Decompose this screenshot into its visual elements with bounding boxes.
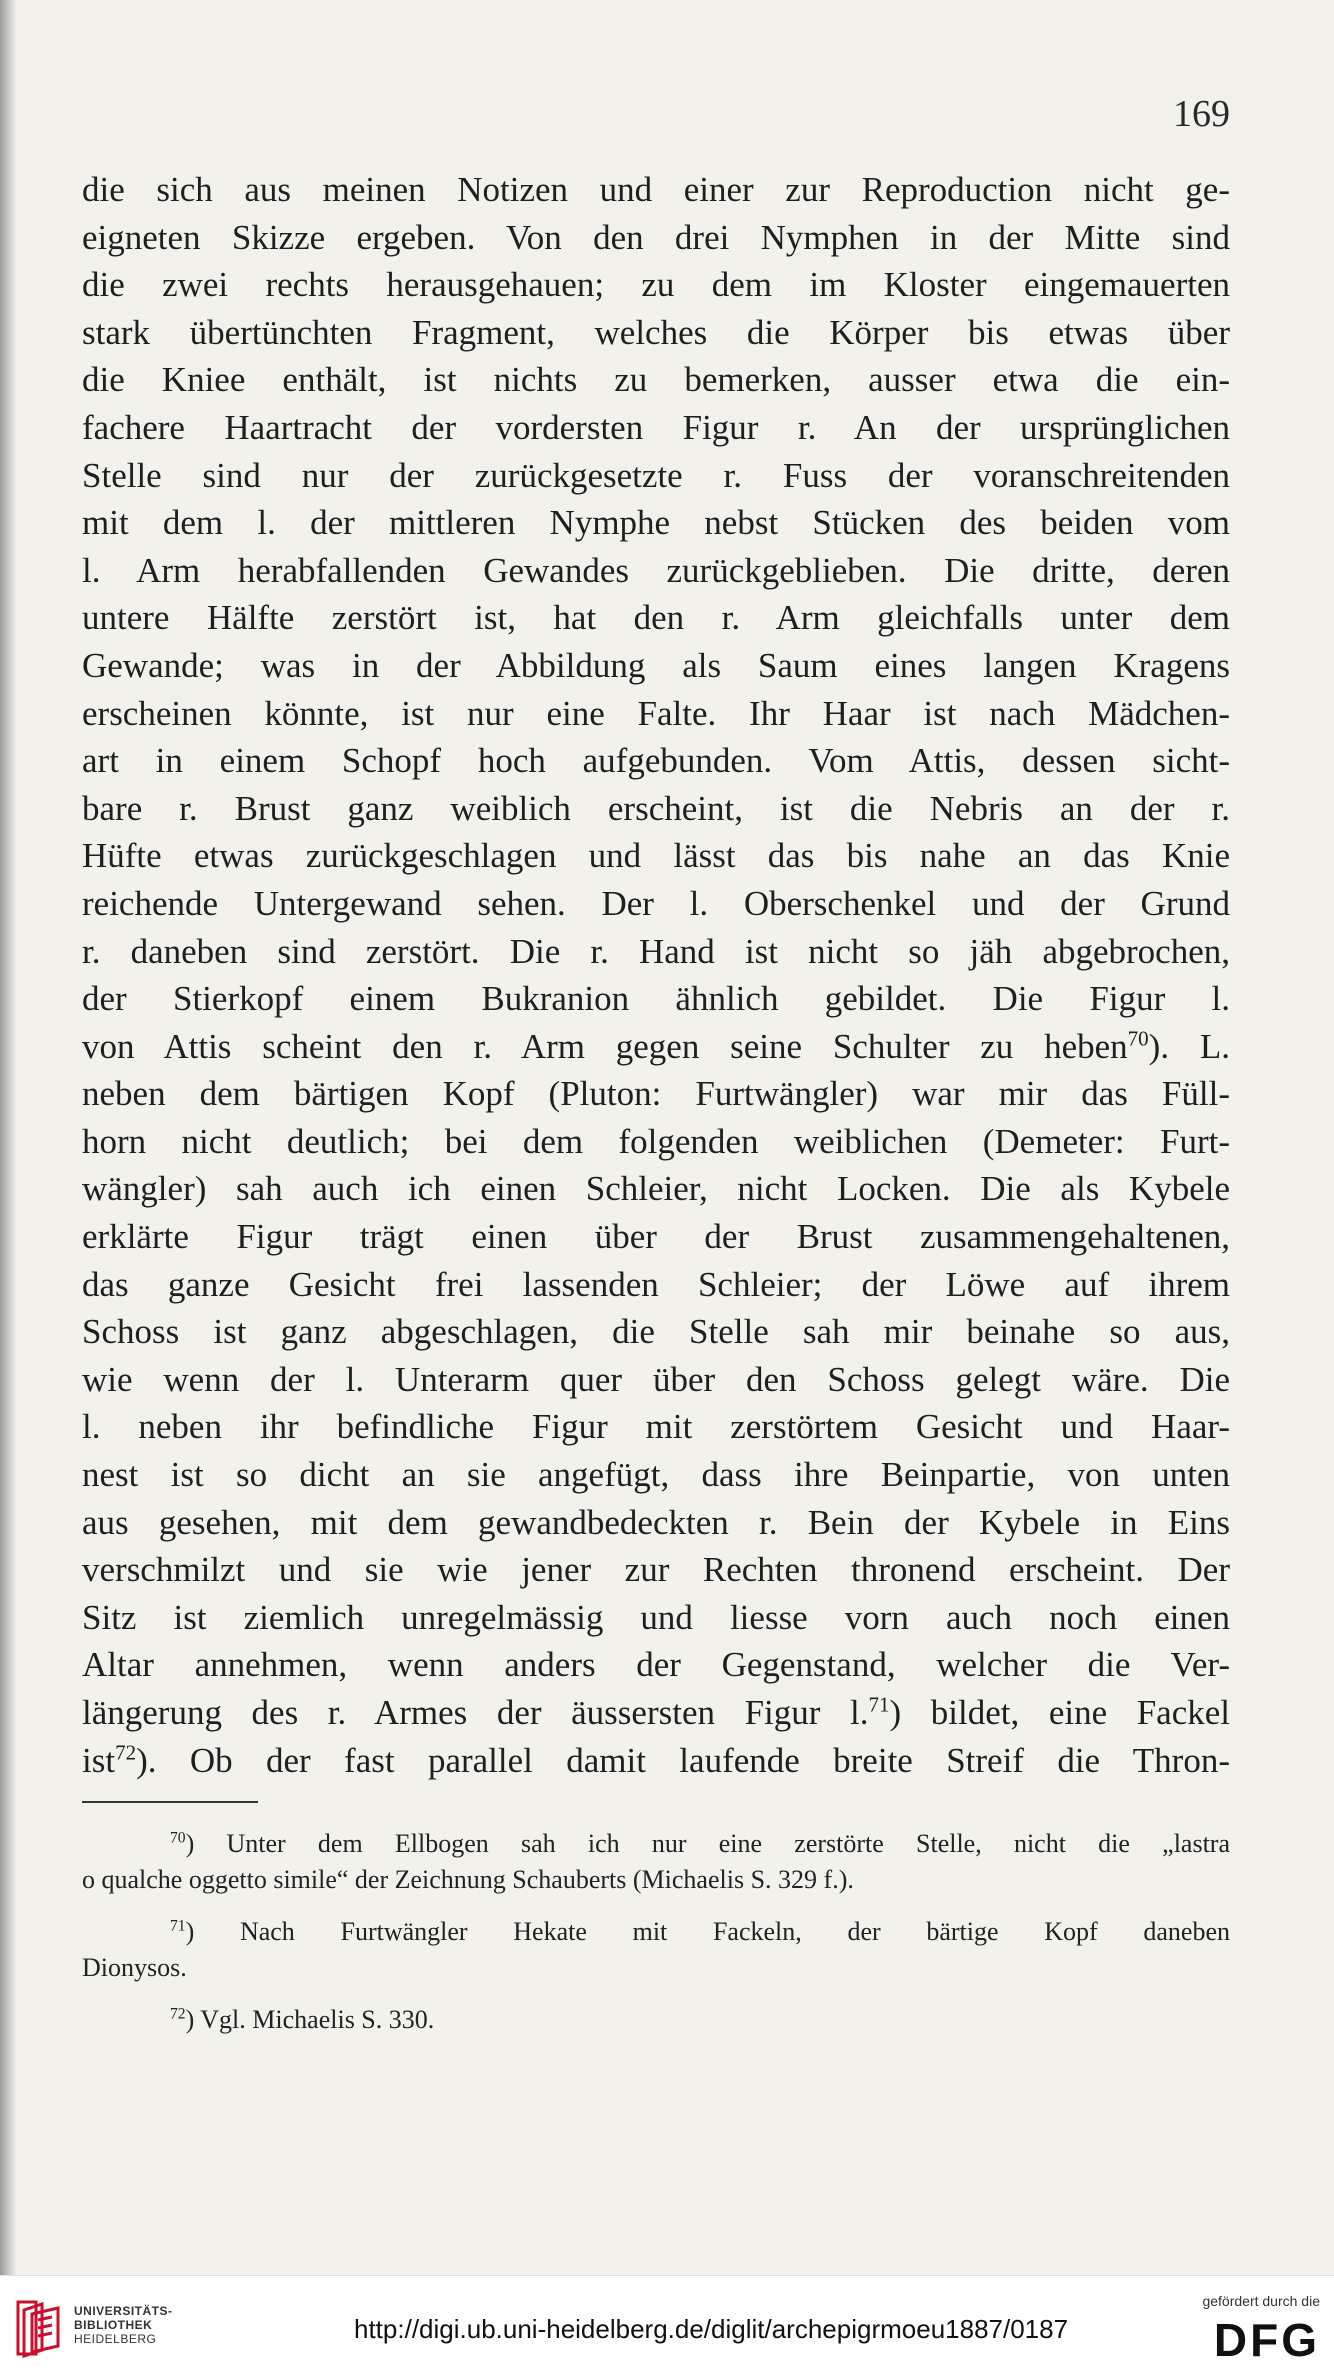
body-line: die Kniee enthält, ist nichts zu bemerken, ausser etwa die ein- — [82, 360, 1230, 400]
body-line: Gewande; was in der Abbildung als Saum eines langen Kragens — [82, 645, 1230, 685]
footnote-72 — [82, 2002, 1230, 2038]
body-line: Stelle sind nur der zurückgesetzte r. Fuss der voranschreitenden — [82, 455, 1230, 495]
university-library-name-line-3: HEIDELBERG — [74, 2332, 157, 2346]
body-line: der Stierkopf einem Bukranion ähnlich gebildet. Die Figur l. — [82, 979, 1230, 1019]
body-line: untere Hälfte zerstört ist, hat den r. Arm gleichfalls unter dem — [82, 598, 1230, 638]
body-line: wängler) sah auch ich einen Schleier, nicht Locken. Die als Kybele — [82, 1169, 1230, 1209]
footnote-reference: 71 — [868, 1692, 890, 1717]
body-line: stark übertünchten Fragment, welches die Körper bis etwas über — [82, 312, 1230, 352]
body-line: längerung des r. Armes der äussersten Figur l.$^{71}$) bildet, eine Fackel — [82, 1692, 1231, 1732]
body-line: neben dem bärtigen Kopf (Pluton: Furtwängler) war mir das Füll- — [82, 1074, 1230, 1114]
body-line: mit dem l. der mittleren Nymphe nebst Stücken des beiden vom — [82, 503, 1230, 543]
footnote-70-line-1: $^{70}$) Unter dem Ellbogen sah ich nur eine zerstörte Stelle, nicht die „lastra — [170, 1829, 1230, 1858]
body-line: fachere Haartracht der vordersten Figur r. An der ursprünglichen — [82, 407, 1230, 447]
funded-by-label: gefördert durch die — [1202, 2293, 1320, 2309]
body-line: verschmilzt und sie wie jener zur Rechten thronend erscheint. Der — [82, 1550, 1230, 1590]
footnote-70-line-2: o qualche oggetto simile“ der Zeichnung Schauberts (Michaelis S. 329 f.). — [82, 1865, 854, 1894]
footnote-separator-rule — [82, 1801, 258, 1803]
footnote-71-line-2: Dionysos. — [82, 1953, 187, 1982]
body-line: nest ist so dicht an sie angefügt, dass ihre Beinpartie, von unten — [82, 1455, 1230, 1495]
body-line: erklärte Figur trägt einen über der Brust zusammengehaltenen, — [82, 1217, 1230, 1257]
footnote-72-marker: 72 — [170, 2005, 186, 2023]
footnote-70-marker: 70 — [170, 1829, 186, 1847]
body-line: aus gesehen, mit dem gewandbedeckten r. Bein der Kybele in Eins — [82, 1502, 1230, 1542]
body-line: Schoss ist ganz abgeschlagen, die Stelle sah mir beinahe so aus, — [82, 1312, 1230, 1352]
footnote-71-marker: 71 — [170, 1917, 186, 1935]
footnote-71 — [82, 1914, 1230, 1986]
footnotes — [82, 1826, 1230, 2054]
body-line: ist$^{72}$). Ob der fast parallel damit laufende breite Streif die Thron- — [82, 1739, 1230, 1780]
body-line: horn nicht deutlich; bei dem folgenden weiblichen (Demeter: Furt- — [82, 1121, 1230, 1161]
body-line: eigneten Skizze ergeben. Von den drei Nymphen in der Mitte sind — [82, 217, 1230, 257]
dfg-logo: DFG — [1213, 2314, 1320, 2366]
body-line: bare r. Brust ganz weiblich erscheint, ist die Nebris an der r. — [82, 788, 1230, 828]
permalink-url[interactable]: http://digi.ub.uni-heidelberg.de/diglit/archepigrmoeu1887/0187 — [354, 2314, 1069, 2344]
university-library-name-line-2: BIBLIOTHEK — [74, 2318, 153, 2332]
body-line: die zwei rechts herausgehauen; zu dem im Kloster eingemauerten — [82, 265, 1230, 305]
footnote-72-line-1: $^{72}$) Vgl. Michaelis S. 330. — [170, 2005, 435, 2034]
body-line: erscheinen könnte, ist nur eine Falte. Ihr Haar ist nach Mädchen- — [82, 693, 1230, 733]
page-number: 169 — [1173, 93, 1230, 135]
body-line: r. daneben sind zerstört. Die r. Hand ist nicht so jäh abgebrochen, — [82, 931, 1230, 971]
body-line: l. neben ihr befindliche Figur mit zerstörtem Gesicht und Haar- — [82, 1407, 1230, 1447]
body-line: reichende Untergewand sehen. Der l. Oberschenkel und der Grund — [82, 883, 1230, 923]
body-line: die sich aus meinen Notizen und einer zur Reproduction nicht ge- — [82, 170, 1230, 209]
university-library-name — [74, 2304, 173, 2346]
body-line: das ganze Gesicht frei lassenden Schleier; der Löwe auf ihrem — [82, 1264, 1230, 1304]
body-text — [82, 166, 1230, 1784]
body-line: art in einem Schopf hoch aufgebunden. Vom Attis, dessen sicht- — [82, 741, 1230, 781]
footnote-71-line-1: $^{71}$) Nach Furtwängler Hekate mit Fackeln, der bärtige Kopf daneben — [170, 1917, 1230, 1946]
body-line: l. Arm herabfallenden Gewandes zurückgeblieben. Die dritte, deren — [82, 550, 1230, 590]
body-line: Sitz ist ziemlich unregelmässig und liesse vorn auch noch einen — [82, 1597, 1230, 1637]
body-line: Hüfte etwas zurückgeschlagen und lässt das bis nahe an das Knie — [82, 836, 1230, 876]
university-library-logo-icon — [14, 2296, 64, 2360]
footnote-reference: 72 — [115, 1739, 137, 1764]
body-line: von Attis scheint den r. Arm gegen seine Schulter zu heben$^{70}$). L. — [82, 1026, 1230, 1066]
footnote-reference: 70 — [1127, 1026, 1149, 1051]
body-line: Altar annehmen, wenn anders der Gegenstand, welcher die Ver- — [82, 1645, 1230, 1685]
footnote-70 — [82, 1826, 1230, 1898]
university-library-name-line-1: UNIVERSITÄTS- — [74, 2304, 173, 2318]
body-line: wie wenn der l. Unterarm quer über den Schoss gelegt wäre. Die — [82, 1359, 1230, 1399]
page-left-edge-shadow — [0, 0, 16, 2275]
